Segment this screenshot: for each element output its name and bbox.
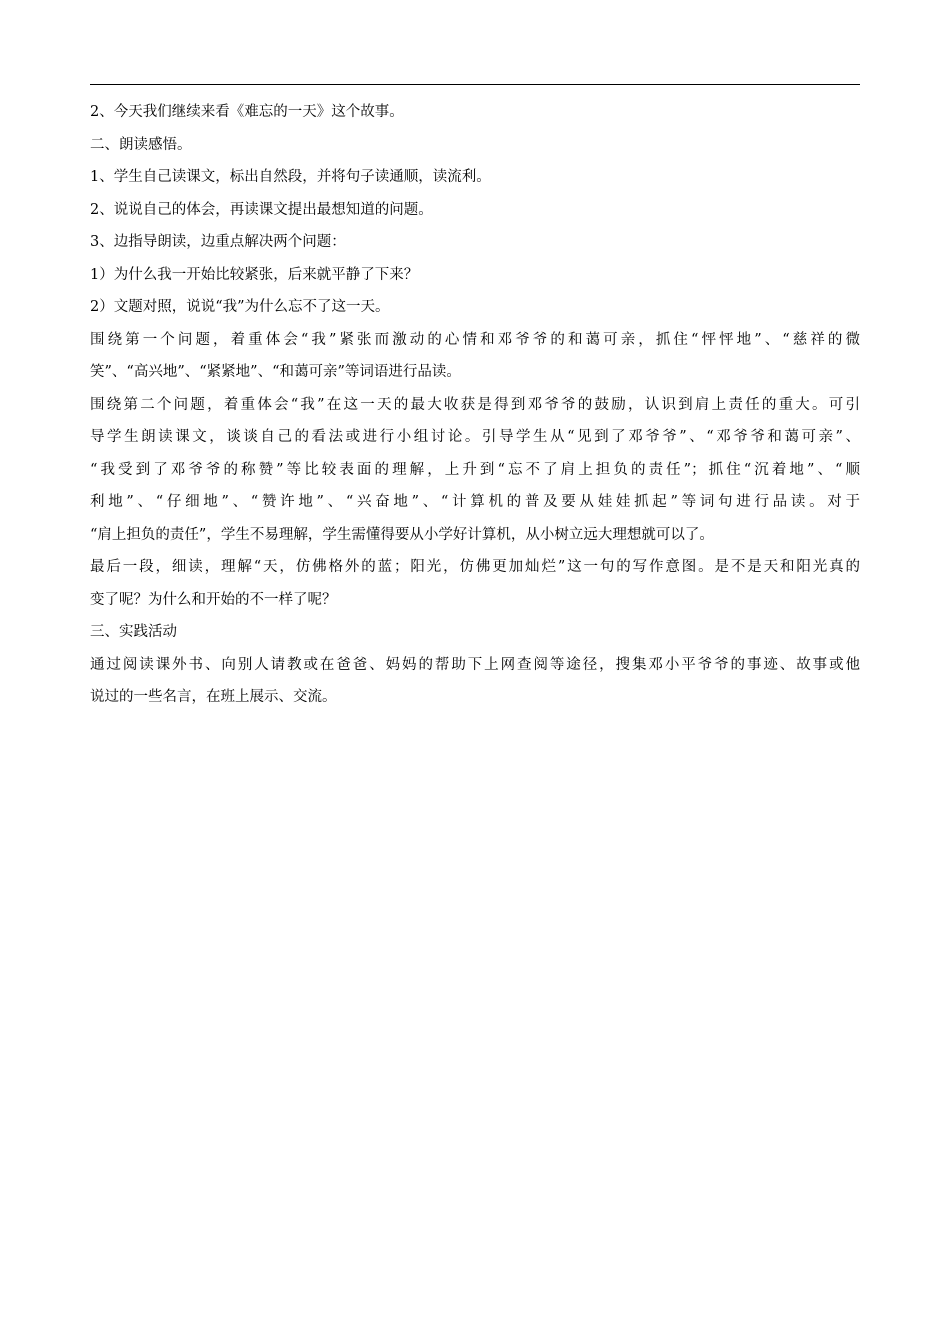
header-rule bbox=[90, 84, 860, 85]
section-heading: 二、朗读感悟。 bbox=[90, 136, 192, 153]
text-line: 2、今天我们继续来看《难忘的一天》这个故事。 bbox=[90, 104, 404, 120]
text-line: 围绕第二个问题，着重体会“我”在这一天的最大收获是得到邓爷爷的鼓励，认识到肩上责任的重大。可引 bbox=[90, 396, 860, 413]
text-line: 变了呢？为什么和开始的不一样了呢？ bbox=[90, 591, 337, 608]
text-line: 围绕第一个问题，着重体会“我”紧张而激动的心情和邓爷爷的和蔼可亲，抓住“怦怦地”、“慈祥的微 bbox=[90, 331, 860, 348]
text-line: 笑”、“高兴地”、“紧紧地”、“和蔼可亲”等词语进行品读。 bbox=[90, 364, 461, 380]
text-line: 通过阅读课外书、向别人请教或在爸爸、妈妈的帮助下上网查阅等途径，搜集邓小平爷爷的事迹、故事或他 bbox=[90, 656, 860, 673]
text-line: 1、学生自己读课文，标出自然段，并将句子读通顺，读流利。 bbox=[90, 169, 491, 185]
text-line: 3、边指导朗读，边重点解决两个问题： bbox=[90, 234, 346, 250]
section-heading: 三、实践活动 bbox=[90, 624, 177, 640]
text-line: 最后一段，细读，理解“天，仿佛格外的蓝；阳光，仿佛更加灿烂”这一句的写作意图。是不是天和阳光真的 bbox=[90, 559, 860, 575]
text-line: “我受到了邓爷爷的称赞”等比较表面的理解，上升到“忘不了肩上担负的责任”；抓住“沉着地”、“顺 bbox=[90, 461, 860, 478]
text-line: 说过的一些名言，在班上展示、交流。 bbox=[90, 689, 337, 705]
text-line: 导学生朗读课文，谈谈自己的看法或进行小组讨论。引导学生从“见到了邓爷爷”、“邓爷爷和蔼可亲”、 bbox=[90, 429, 860, 445]
text-line: 2）文题对照，说说“我”为什么忘不了这一天。 bbox=[90, 299, 390, 315]
text-line: 利地”、“仔细地”、“赞许地”、“兴奋地”、“计算机的普及要从娃娃抓起”等词句进行品读。对于 bbox=[90, 494, 860, 510]
text-line: 1）为什么我一开始比较紧张，后来就平静了下来？ bbox=[90, 266, 419, 283]
document-page bbox=[90, 84, 860, 714]
document-body bbox=[90, 96, 860, 714]
text-line: “肩上担负的责任”，学生不易理解，学生需懂得要从小学好计算机，从小树立远大理想就可以了。 bbox=[90, 526, 714, 543]
text-line: 2、说说自己的体会，再读课文提出最想知道的问题。 bbox=[90, 201, 433, 218]
